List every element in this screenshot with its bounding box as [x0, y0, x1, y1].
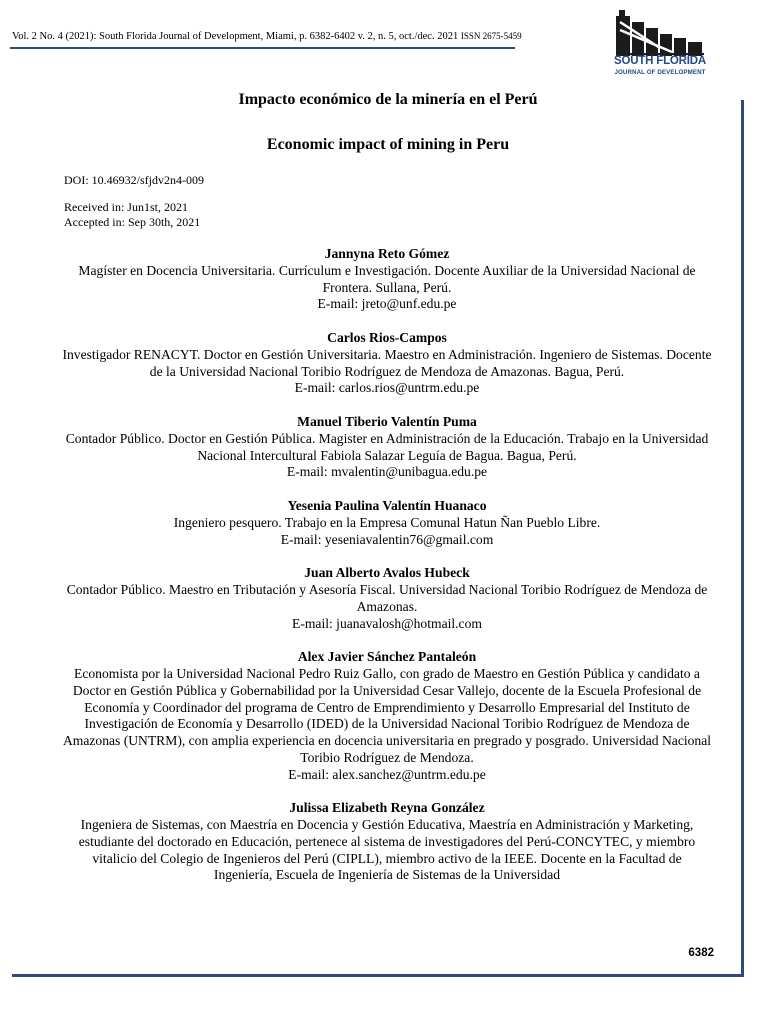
author-email: E-mail: jreto@unf.edu.pe — [317, 296, 457, 312]
author-email: E-mail: alex.sanchez@untrm.edu.pe — [288, 766, 486, 782]
title-spanish: Impacto económico de la minería en el Perú — [238, 91, 538, 108]
title-english: Economic impact of mining in Peru — [266, 136, 510, 153]
author-affiliation: Ingeniero pesquero. Trabajo en la Empresa Comunal Hatun Ñan Pueblo Libre. — [173, 514, 601, 530]
journal-citation — [12, 30, 522, 43]
author-name: Jannyna Reto Gómez — [324, 246, 450, 261]
accepted-date: Accepted in: Sep 30th, 2021 — [64, 215, 201, 229]
page-frame-right — [741, 100, 744, 976]
author-affiliation: Ingeniera de Sistemas, con Maestría en Docencia y Gestión Educativa, Maestría en Administración y Marketing, estudiante del doctorado en Educación, pertenece al sistema de investigadores del Perú-CONCYTEC, y miembro vitalicio del Colegio de Ingenieros del Perú (CIPLL), miembro activo de la IEEE. Docente en la Facultad de Ingeniería, Escuela de Ingeniería de Sistemas de la Universidad — [78, 817, 696, 883]
author-name: Yesenia Paulina Valentín Huanaco — [287, 497, 487, 513]
page-frame-bottom — [12, 974, 744, 977]
author-name: Julissa Elizabeth Reyna González — [289, 800, 485, 816]
author-block — [62, 330, 712, 397]
author-email: E-mail: juanavalosh@hotmail.com — [292, 615, 482, 631]
logo-subtitle: JOURNAL OF DEVELOPMENT — [614, 69, 706, 76]
author-name: Manuel Tiberio Valentín Puma — [297, 413, 477, 429]
header-rule — [10, 47, 515, 49]
author-block — [62, 498, 712, 548]
received-date: Received in: Jun1st, 2021 — [64, 200, 188, 214]
journal-logo — [606, 8, 714, 78]
page-number: 6382 — [688, 947, 714, 959]
author-affiliation: Contador Público. Doctor en Gestión Pública. Magister en Administración de la Educación. Trabajo en la Universidad Nacional Intercultural Fabiola Salazar Leguía de Bagua. Bagua, Perú. — [65, 430, 709, 463]
author-name: Juan Alberto Avalos Hubeck — [304, 565, 470, 581]
author-email: E-mail: mvalentin@unibagua.edu.pe — [286, 464, 488, 480]
author-block — [62, 800, 712, 884]
doi: DOI: 10.46932/sfjdv2n4-009 — [64, 173, 204, 187]
author-affiliation: Contador Público. Maestro en Tributación y Asesoría Fiscal. Universidad Nacional Toribio Rodríguez de Mendoza de Amazonas. — [66, 581, 708, 614]
author-block — [62, 565, 712, 632]
author-affiliation: Economista por la Universidad Nacional Pedro Ruiz Gallo, con grado de Maestro en Gestión Pública y candidato a Doctor en Gestión Pública y Gobernabilidad por la Universidad Cesar Vallejo, docente de la Escuela Profesional de Economía y Coordinador del programa de Centro de Emprendimiento y Desarrollo Empresarial del Instituto de Investigación de Economía y Desarrollo (IDED) de la Universidad Nacional Toribio Rodríguez de Mendoza de Amazonas (UNTRM), con amplia experiencia en docencia universitaria en pregrado y posgrado. Universidad Nacional Toribio Rodríguez de Mendoza. — [62, 665, 712, 765]
author-block — [62, 649, 712, 783]
citation-text: Vol. 2 No. 4 (2021): South Florida Journal of Development, Miami, p. 6382-6402 v. 2, n. 5, oct./dec. 2021 — [12, 31, 459, 42]
author-block — [62, 246, 712, 313]
author-name: Alex Javier Sánchez Pantaleón — [297, 649, 477, 665]
city-buildings-icon — [612, 8, 708, 56]
author-email: E-mail: carlos.rios@untrm.edu.pe — [294, 380, 480, 396]
author-affiliation: Magíster en Docencia Universitaria. Currículum e Investigación. Docente Auxiliar de la Universidad Nacional de Frontera. Sullana, Perú. — [78, 262, 696, 295]
author-affiliation: Investigador RENACYT. Doctor en Gestión Universitaria. Maestro en Administración. Ingeniero de Sistemas. Docente de la Universidad Nacional Toribio Rodríguez de Mendoza de Amazonas. Bagua, Perú. — [62, 346, 712, 379]
issn-text: ISSN 2675-5459 — [460, 31, 522, 41]
author-email: E-mail: yeseniavalentin76@gmail.com — [280, 531, 494, 547]
logo-name: SOUTH FLORIDA — [614, 55, 706, 67]
author-list — [62, 246, 712, 901]
author-name: Carlos Rios-Campos — [327, 329, 447, 345]
author-block — [62, 414, 712, 481]
